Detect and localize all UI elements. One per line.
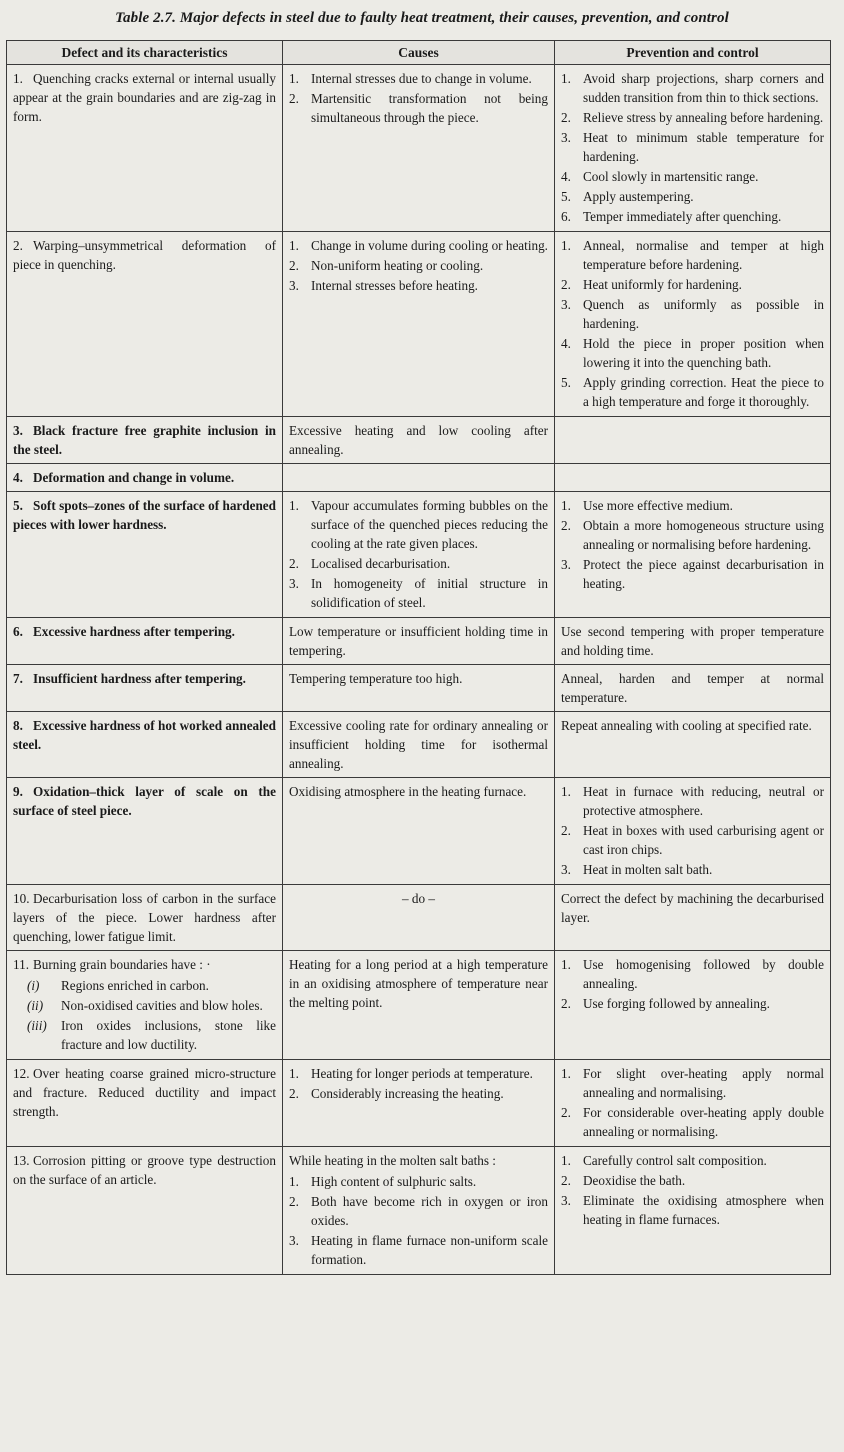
header-prevention: Prevention and control [555,41,831,65]
list-item [561,69,824,107]
defect-text: Insufficient hardness after tempering. [33,671,246,686]
list-item [561,108,824,127]
item-number: 2. [561,277,571,292]
item-text: Eliminate the oxidising atmosphere when heating in flame furnaces. [583,1193,824,1227]
list-item [289,1231,548,1269]
defect-cell [7,712,283,778]
prevention-cell [555,492,831,618]
prevention-cell [555,417,831,464]
item-number: 2. [561,518,571,533]
list-item [561,295,824,333]
item-number: 2. [289,1194,299,1209]
prevention-cell [555,712,831,778]
causes-list [289,496,548,612]
defect-text: Over heating coarse grained micro-structure and fracture. Reduced ductility and impact strength. [13,1066,276,1119]
item-text: Heating in flame furnace non-uniform scale formation. [311,1233,548,1267]
prevention-cell [555,778,831,885]
row-number: 1. [13,71,23,86]
defect-cell [7,1060,283,1147]
causes-cell [283,778,555,885]
causes-text: Heating for a long period at a high temperature in an oxidising atmosphere of temperature near the melting point. [289,957,548,1010]
sub-text: Non-oxidised cavities and blow holes. [61,998,263,1013]
sub-item [27,976,276,995]
table-row [7,65,831,232]
item-text: Martensitic transformation not being simultaneous through the piece. [311,91,548,125]
item-number: 2. [561,1105,571,1120]
table-row [7,1147,831,1275]
causes-cell [283,464,555,492]
causes-text: Low temperature or insufficient holding time in tempering. [289,624,548,658]
defect-text: Oxidation–thick layer of scale on the surface of steel piece. [13,784,276,818]
row-number: 8. [13,718,23,733]
list-item [289,256,548,275]
list-item [289,276,548,295]
item-text: Deoxidise the bath. [583,1173,686,1188]
sub-text: Iron oxides inclusions, stone like fracture and low ductility. [61,1018,276,1052]
prevention-list [561,1151,824,1229]
prevention-cell [555,65,831,232]
item-text: Heat uniformly for hardening. [583,277,742,292]
item-text: Obtain a more homogeneous structure using annealing or normalising before hardening. [583,518,824,552]
list-item [561,516,824,554]
list-item [289,554,548,573]
item-text: In homogeneity of initial structure in solidification of steel. [311,576,548,610]
prevention-cell [555,464,831,492]
list-item [561,782,824,820]
list-item [561,207,824,226]
list-item [561,236,824,274]
table-row [7,464,831,492]
prevention-list [561,236,824,411]
causes-text: Tempering temperature too high. [289,671,463,686]
item-text: Heat in boxes with used carburising agent or cast iron chips. [583,823,824,857]
item-text: Avoid sharp projections, sharp corners and sudden transition from thin to thick sections. [583,71,824,105]
defect-cell [7,778,283,885]
item-number: 4. [561,169,571,184]
item-number: 1. [561,498,571,513]
item-number: 5. [561,189,571,204]
item-text: Heat to minimum stable temperature for hardening. [583,130,824,164]
item-number: 2. [561,110,571,125]
item-number: 2. [561,996,571,1011]
sub-number: (ii) [27,998,44,1013]
list-item [289,1084,548,1103]
list-item [289,574,548,612]
defect-cell [7,665,283,712]
defect-text: Excessive hardness after tempering. [33,624,235,639]
item-number: 2. [289,556,299,571]
prevention-cell [555,232,831,417]
item-text: Heat in molten salt bath. [583,862,713,877]
item-text: For considerable over-heating apply double annealing or normalising. [583,1105,824,1139]
list-item [561,496,824,515]
item-text: Both have become rich in oxygen or iron oxides. [311,1194,548,1228]
table-row [7,1060,831,1147]
row-number: 5. [13,498,23,513]
defect-cell [7,65,283,232]
prevention-cell [555,618,831,665]
defect-text: Corrosion pitting or groove type destruction on the surface of an article. [13,1153,276,1187]
prevention-cell [555,1060,831,1147]
list-item [561,128,824,166]
row-number: 6. [13,624,23,639]
item-number: 1. [561,784,571,799]
row-number: 13. [13,1153,30,1168]
table-row [7,951,831,1060]
list-item [289,69,548,88]
item-text: Apply austempering. [583,189,694,204]
prevention-text: Correct the defect by machining the decarburised layer. [561,891,824,925]
item-number: 1. [289,1174,299,1189]
item-text: Anneal, normalise and temper at high temperature before hardening. [583,238,824,272]
causes-cell [283,232,555,417]
list-item [561,187,824,206]
list-item [561,334,824,372]
defect-cell [7,951,283,1060]
item-text: Use forging followed by annealing. [583,996,770,1011]
item-number: 2. [561,823,571,838]
defect-cell [7,464,283,492]
item-number: 4. [561,336,571,351]
table-row [7,665,831,712]
item-text: Hold the piece in proper position when lowering it into the quenching bath. [583,336,824,370]
list-item [561,955,824,993]
item-number: 3. [561,130,571,145]
item-text: Temper immediately after quenching. [583,209,782,224]
causes-text: Oxidising atmosphere in the heating furnace. [289,784,527,799]
list-item [289,89,548,127]
list-item [561,373,824,411]
prevention-list [561,496,824,593]
item-text: High content of sulphuric salts. [311,1174,477,1189]
item-number: 5. [561,375,571,390]
item-text: Internal stresses due to change in volume. [311,71,532,86]
prevention-cell [555,665,831,712]
item-text: Heat in furnace with reducing, neutral or protective atmosphere. [583,784,824,818]
table-body [7,65,831,1275]
row-number: 4. [13,470,23,485]
row-number: 11. [13,957,29,972]
item-number: 3. [289,278,299,293]
item-number: 1. [289,1066,299,1081]
item-number: 1. [561,1153,571,1168]
defect-cell [7,492,283,618]
causes-cell [283,1147,555,1275]
table-title: Table 2.7. Major defects in steel due to faulty heat treatment, their causes, prevention, and control [115,10,729,26]
list-item [561,1171,824,1190]
header-defect: Defect and its characteristics [7,41,283,65]
defect-text: Decarburisation loss of carbon in the surface layers of the piece. Lower hardness after quenching, lower fatigue limit. [13,891,276,944]
list-item [289,236,548,255]
item-text: Change in volume during cooling or heating. [311,238,548,253]
defect-text: Black fracture free graphite inclusion in the steel. [13,423,276,457]
causes-text: Excessive cooling rate for ordinary annealing or insufficient holding time for isothermal annealing. [289,718,548,771]
item-number: 6. [561,209,571,224]
item-number: 1. [561,1066,571,1081]
item-number: 1. [289,498,299,513]
prevention-text: Use second tempering with proper temperature and holding time. [561,624,824,658]
item-text: Internal stresses before heating. [311,278,478,293]
causes-list [289,69,548,127]
defect-cell [7,417,283,464]
causes-text: – do – [402,891,435,906]
defect-text: Quenching cracks external or internal usually appear at the grain boundaries and are zig-zag in form. [13,71,276,124]
list-item [561,275,824,294]
sub-number: (i) [27,978,40,993]
item-number: 3. [289,576,299,591]
defect-text: Warping–unsymmetrical deformation of piece in quenching. [13,238,276,272]
item-text: Localised decarburisation. [311,556,451,571]
list-item [561,860,824,879]
defect-cell [7,618,283,665]
prevention-list [561,955,824,1013]
item-number: 3. [561,297,571,312]
defect-cell [7,885,283,951]
causes-intro: While heating in the molten salt baths : [289,1153,496,1168]
item-number: 1. [289,238,299,253]
table-row [7,232,831,417]
causes-cell [283,712,555,778]
causes-cell [283,65,555,232]
prevention-cell [555,885,831,951]
row-number: 3. [13,423,23,438]
prevention-text: Repeat annealing with cooling at specified rate. [561,718,812,733]
list-item [561,1151,824,1170]
causes-text: Excessive heating and low cooling after annealing. [289,423,548,457]
row-number: 12. [13,1066,30,1081]
list-item [289,1064,548,1083]
item-text: Considerably increasing the heating. [311,1086,504,1101]
table-row [7,417,831,464]
defect-cell [7,232,283,417]
list-item [561,1103,824,1141]
causes-cell [283,1060,555,1147]
prevention-text: Anneal, harden and temper at normal temperature. [561,671,824,705]
causes-list [289,1172,548,1269]
header-row [7,41,831,65]
causes-cell [283,885,555,951]
item-number: 3. [561,862,571,877]
list-item [289,1172,548,1191]
row-number: 10. [13,891,30,906]
table-row [7,778,831,885]
table-row [7,712,831,778]
item-number: 2. [289,1086,299,1101]
list-item [561,1064,824,1102]
item-text: Use more effective medium. [583,498,733,513]
item-text: Heating for longer periods at temperature. [311,1066,533,1081]
list-item [561,821,824,859]
causes-list [289,1064,548,1103]
item-text: Vapour accumulates forming bubbles on the surface of the quenched pieces reducing the cooling at the rate given places. [311,498,548,551]
row-number: 9. [13,784,23,799]
item-text: For slight over-heating apply normal annealing and normalising. [583,1066,824,1100]
item-number: 3. [561,1193,571,1208]
item-number: 2. [289,91,299,106]
defect-cell [7,1147,283,1275]
row-number: 7. [13,671,23,686]
table-row [7,618,831,665]
prevention-list [561,1064,824,1141]
defect-sublist [27,976,276,1054]
defect-text: Soft spots–zones of the surface of hardened pieces with lower hardness. [13,498,276,532]
item-text: Use homogenising followed by double annealing. [583,957,824,991]
row-number: 2. [13,238,23,253]
item-text: Cool slowly in martensitic range. [583,169,759,184]
item-number: 3. [561,557,571,572]
prevention-cell [555,951,831,1060]
item-text: Apply grinding correction. Heat the piece to a high temperature and forge it thoroughly. [583,375,824,409]
list-item [561,167,824,186]
item-text: Relieve stress by annealing before hardening. [583,110,824,125]
defect-text: Burning grain boundaries have : · [33,957,211,972]
item-number: 1. [289,71,299,86]
causes-cell [283,665,555,712]
table-row [7,492,831,618]
prevention-list [561,782,824,879]
causes-cell [283,951,555,1060]
sub-item [27,1016,276,1054]
causes-cell [283,618,555,665]
sub-item [27,996,276,1015]
list-item [561,994,824,1013]
list-item [289,1192,548,1230]
defect-text: Deformation and change in volume. [33,470,235,485]
item-text: Non-uniform heating or cooling. [311,258,484,273]
defects-table [6,40,831,1275]
list-item [289,496,548,553]
item-text: Carefully control salt composition. [583,1153,767,1168]
item-number: 2. [561,1173,571,1188]
list-item [561,555,824,593]
causes-cell [283,492,555,618]
prevention-list [561,69,824,226]
item-text: Protect the piece against decarburisation in heating. [583,557,824,591]
item-number: 1. [561,238,571,253]
sub-number: (iii) [27,1018,47,1033]
item-number: 2. [289,258,299,273]
sub-text: Regions enriched in carbon. [61,978,209,993]
item-number: 1. [561,957,571,972]
header-causes: Causes [283,41,555,65]
causes-list [289,236,548,295]
causes-cell [283,417,555,464]
prevention-cell [555,1147,831,1275]
table-row [7,885,831,951]
item-text: Quench as uniformly as possible in hardening. [583,297,824,331]
item-number: 1. [561,71,571,86]
list-item [561,1191,824,1229]
item-number: 3. [289,1233,299,1248]
defect-text: Excessive hardness of hot worked annealed steel. [13,718,276,752]
